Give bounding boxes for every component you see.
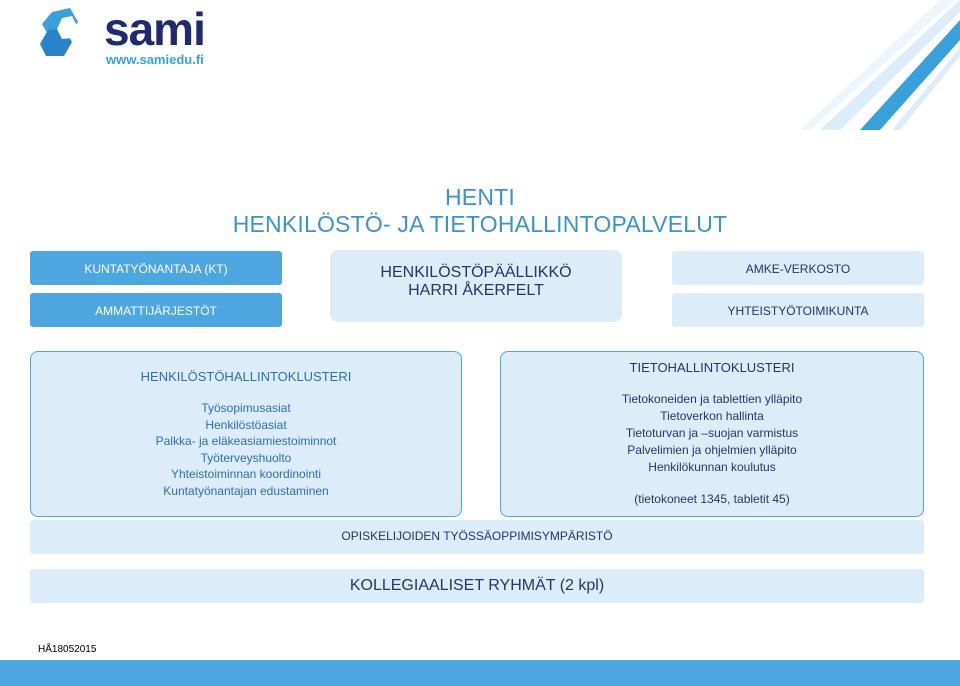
hr-item: Työterveyshuolto: [200, 450, 292, 465]
collegial-groups-label: KOLLEGIAALISET RYHMÄT (2 kpl): [349, 577, 605, 594]
it-item: Palvelimien ja ohjelmien ylläpito: [627, 443, 797, 457]
center-box-line-1: HENKILÖSTÖPÄÄLLIKKÖ: [380, 264, 572, 281]
logo-name: sami: [104, 3, 205, 55]
decorative-stripes: [780, 0, 960, 130]
it-item: Tietoturvan ja –suojan varmistus: [625, 426, 799, 440]
title-line-2: HENKILÖSTÖ- JA TIETOHALLINTOPALVELUT: [232, 211, 728, 237]
left-top-label: KUNTATYÖNANTAJA (KT): [84, 262, 228, 276]
hr-cluster-title: HENKILÖSTÖHALLINTOKLUSTERI: [140, 369, 352, 384]
it-cluster-box: [500, 351, 924, 517]
title-line-1: HENTI: [445, 184, 515, 210]
hr-item: Kuntatyönantajan edustaminen: [163, 483, 329, 498]
center-box-line-2: HARRI ÅKERFELT: [408, 282, 544, 299]
center-box: [330, 250, 622, 322]
right-top-box: [672, 251, 924, 285]
logo: [38, 3, 228, 67]
left-bottom-label: AMMATTIJÄRJESTÖT: [95, 304, 217, 318]
student-environment-label: OPISKELIJOIDEN TYÖSSÄOPPIMISYMPÄRISTÖ: [341, 529, 613, 543]
it-item: Tietoverkon hallinta: [660, 409, 764, 423]
logo-hexagon-icon: [38, 8, 100, 58]
hr-item: Palkka- ja eläkeasiamiestoiminnot: [155, 434, 337, 449]
collegial-groups-bar: [30, 569, 924, 603]
hr-item: Yhteistoiminnan koordinointi: [170, 467, 322, 482]
right-bottom-box: [672, 293, 924, 327]
left-bottom-box: [30, 293, 282, 327]
student-environment-bar: [30, 520, 924, 554]
left-top-box: [30, 251, 282, 285]
hr-item: Työsopimusasiat: [201, 401, 291, 415]
logo-url: www.samiedu.fi: [106, 52, 204, 67]
footer-code: HÅ18052015: [38, 644, 97, 655]
right-top-label: AMKE-VERKOSTO: [745, 262, 851, 276]
right-bottom-label: YHTEISTYÖTOIMIKUNTA: [727, 304, 869, 318]
it-cluster-note: (tietokoneet 1345, tabletit 45): [634, 492, 790, 506]
it-item: Henkilökunnan koulutus: [648, 460, 776, 474]
it-cluster-list: [501, 391, 923, 476]
hr-cluster-list: [31, 400, 461, 500]
hr-item: Henkilöstöasiat: [205, 417, 287, 432]
it-cluster-title: TIETOHALLINTOKLUSTERI: [629, 360, 795, 375]
hr-cluster-box: [30, 351, 462, 517]
footer-band: [0, 660, 960, 686]
it-item: Tietokoneiden ja tablettien ylläpito: [621, 392, 803, 406]
